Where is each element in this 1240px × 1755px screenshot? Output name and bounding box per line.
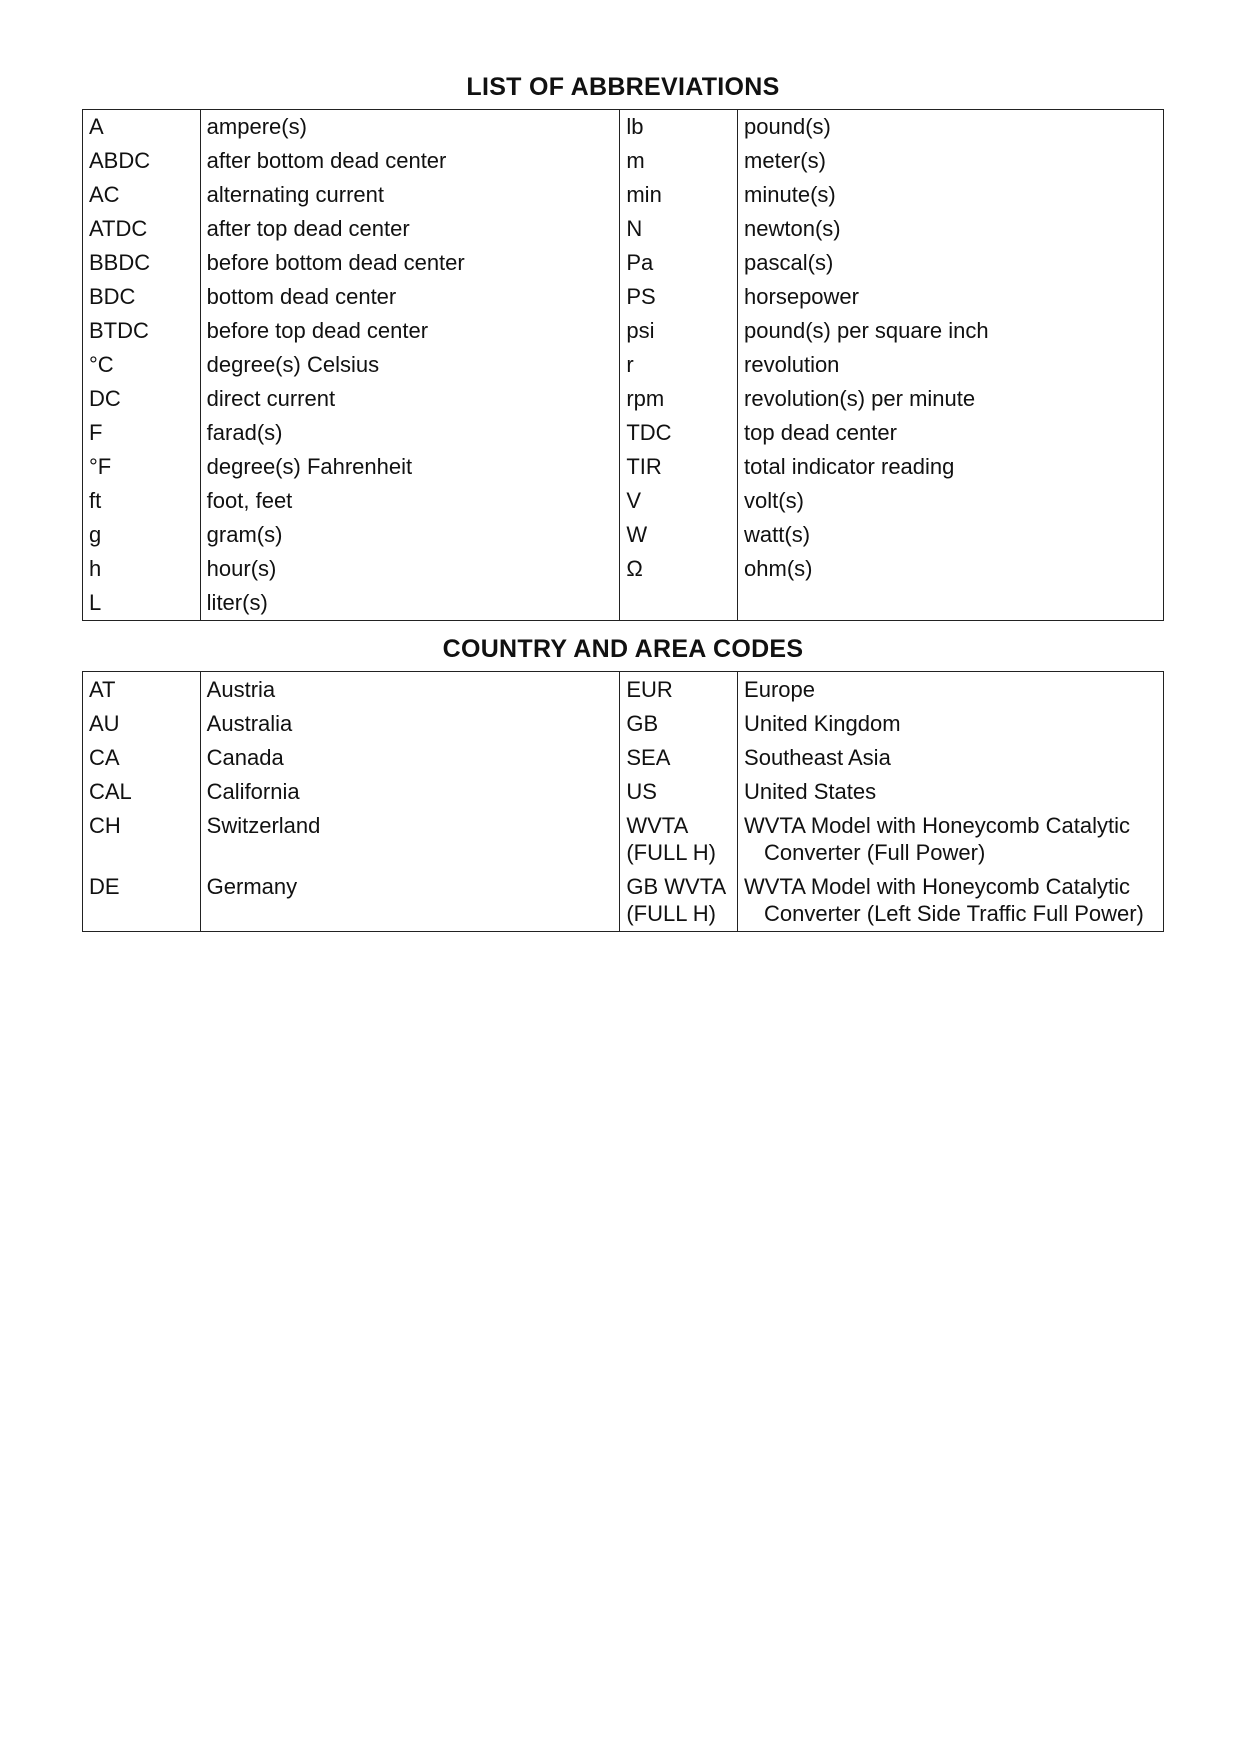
abbreviation-meaning: meter(s) (738, 144, 1164, 178)
abbreviation-meaning: before bottom dead center (200, 246, 620, 280)
abbreviation: DC (83, 382, 201, 416)
country-name: Australia (200, 706, 620, 740)
abbreviation: BTDC (83, 314, 201, 348)
table-row (83, 518, 1164, 552)
abbreviation: ATDC (83, 212, 201, 246)
country-code: AU (83, 706, 201, 740)
abbreviations-title: LIST OF ABBREVIATIONS (466, 73, 780, 101)
area-name-text: United States (744, 779, 877, 804)
abbreviation: ABDC (83, 144, 201, 178)
area-name-text: Southeast Asia (744, 745, 891, 770)
abbreviation-meaning: after top dead center (200, 212, 620, 246)
abbreviation-meaning: foot, feet (200, 484, 620, 518)
abbreviation: PS (620, 280, 738, 314)
abbreviation-meaning: newton(s) (738, 212, 1164, 246)
table-row (83, 706, 1164, 740)
country-name: Switzerland (200, 808, 620, 869)
area-code (620, 808, 738, 869)
area-name (738, 808, 1164, 869)
abbreviation: m (620, 144, 738, 178)
abbreviation-meaning: farad(s) (200, 416, 620, 450)
country-code: CH (83, 808, 201, 869)
abbreviation: °F (83, 450, 201, 484)
abbreviation-meaning: top dead center (738, 416, 1164, 450)
abbreviation-meaning: bottom dead center (200, 280, 620, 314)
abbreviation-meaning: direct current (200, 382, 620, 416)
table-row (83, 774, 1164, 808)
abbreviation-meaning: horsepower (738, 280, 1164, 314)
abbreviation-meaning: total indicator reading (738, 450, 1164, 484)
abbreviation-meaning: gram(s) (200, 518, 620, 552)
abbreviation-meaning: liter(s) (200, 586, 620, 621)
area-code-line: US (626, 779, 657, 804)
abbreviation-meaning: revolution(s) per minute (738, 382, 1164, 416)
area-code-line: (FULL H) (626, 901, 716, 926)
abbreviation-meaning: degree(s) Celsius (200, 348, 620, 382)
table-row (83, 246, 1164, 280)
table-row (83, 178, 1164, 212)
table-row (83, 740, 1164, 774)
country-code: AT (83, 672, 201, 707)
abbreviation: lb (620, 110, 738, 145)
area-code (620, 740, 738, 774)
country-code: CAL (83, 774, 201, 808)
abbreviation: ft (83, 484, 201, 518)
abbreviation: min (620, 178, 738, 212)
country-code: CA (83, 740, 201, 774)
area-code-line: SEA (626, 745, 671, 770)
abbreviation: A (83, 110, 201, 145)
table-row (83, 586, 1164, 621)
abbreviation-meaning: ampere(s) (200, 110, 620, 145)
abbreviations-table-body (83, 110, 1164, 621)
area-code-line: (FULL H) (626, 840, 716, 865)
table-row (83, 416, 1164, 450)
table-row (83, 672, 1164, 707)
area-code (620, 672, 738, 707)
abbreviation: rpm (620, 382, 738, 416)
abbreviation: TIR (620, 450, 738, 484)
abbreviation: W (620, 518, 738, 552)
abbreviation: F (83, 416, 201, 450)
country-codes-table (82, 671, 1164, 932)
abbreviation: AC (83, 178, 201, 212)
area-name (738, 869, 1164, 932)
country-code: DE (83, 869, 201, 932)
table-row (83, 450, 1164, 484)
abbreviation-meaning: pound(s) per square inch (738, 314, 1164, 348)
abbreviation-meaning: degree(s) Fahrenheit (200, 450, 620, 484)
abbreviation: r (620, 348, 738, 382)
table-row (83, 212, 1164, 246)
abbreviation: N (620, 212, 738, 246)
area-code (620, 869, 738, 932)
country-name: Austria (200, 672, 620, 707)
country-name: Germany (200, 869, 620, 932)
abbreviation: BDC (83, 280, 201, 314)
abbreviation: Ω (620, 552, 738, 586)
table-row (83, 808, 1164, 869)
country-codes-title: COUNTRY AND AREA CODES (442, 635, 804, 663)
area-name (738, 706, 1164, 740)
abbreviation-meaning: after bottom dead center (200, 144, 620, 178)
country-codes-table-body (83, 672, 1164, 932)
abbreviation: psi (620, 314, 738, 348)
abbreviation: V (620, 484, 738, 518)
table-row (83, 484, 1164, 518)
table-row (83, 280, 1164, 314)
abbreviation: °C (83, 348, 201, 382)
abbreviation-meaning: minute(s) (738, 178, 1164, 212)
abbreviation: g (83, 518, 201, 552)
abbreviation-meaning: ohm(s) (738, 552, 1164, 586)
table-row (83, 552, 1164, 586)
abbreviation: BBDC (83, 246, 201, 280)
area-code-line: GB (626, 711, 659, 736)
country-name: California (200, 774, 620, 808)
abbreviation-meaning: alternating current (200, 178, 620, 212)
area-name-text: United Kingdom (744, 711, 901, 736)
table-row (83, 869, 1164, 932)
area-code-line: EUR (626, 677, 673, 702)
table-row (83, 348, 1164, 382)
abbreviations-table (82, 109, 1164, 621)
abbreviation-meaning: before top dead center (200, 314, 620, 348)
table-row (83, 382, 1164, 416)
area-name (738, 672, 1164, 707)
abbreviation-meaning: hour(s) (200, 552, 620, 586)
abbreviation: Pa (620, 246, 738, 280)
abbreviation-meaning: watt(s) (738, 518, 1164, 552)
table-row (83, 144, 1164, 178)
abbreviation (620, 586, 738, 621)
table-row (83, 110, 1164, 145)
area-code-line: GB WVTA (626, 874, 727, 899)
area-name-text: Europe (744, 677, 815, 702)
table-row (83, 314, 1164, 348)
area-name-text: WVTA Model with Honeycomb Catalytic Converter (Left Side Traffic Full Power) (744, 874, 1144, 926)
abbreviation-meaning: volt(s) (738, 484, 1164, 518)
abbreviation-meaning: revolution (738, 348, 1164, 382)
abbreviation: h (83, 552, 201, 586)
area-code (620, 774, 738, 808)
area-code-line: WVTA (626, 813, 689, 838)
country-name: Canada (200, 740, 620, 774)
area-name (738, 740, 1164, 774)
abbreviation-meaning: pascal(s) (738, 246, 1164, 280)
area-name (738, 774, 1164, 808)
abbreviation-meaning: pound(s) (738, 110, 1164, 145)
abbreviation: TDC (620, 416, 738, 450)
area-name-text: WVTA Model with Honeycomb Catalytic Converter (Full Power) (744, 813, 1130, 865)
abbreviation-meaning (738, 586, 1164, 621)
area-code (620, 706, 738, 740)
abbreviation: L (83, 586, 201, 621)
